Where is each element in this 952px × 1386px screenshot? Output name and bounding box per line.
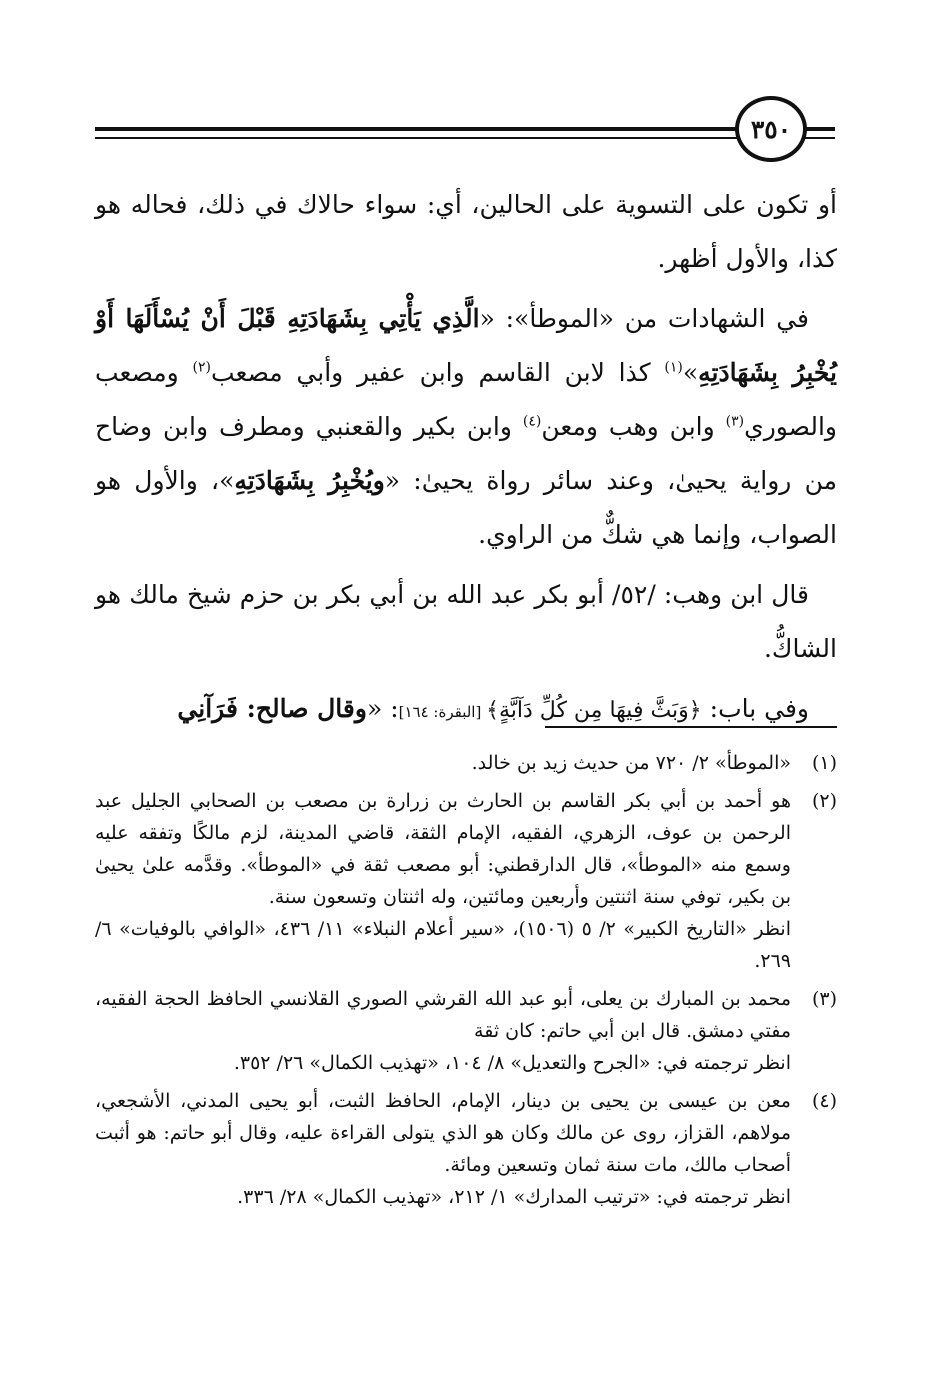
footnote-source: انظر ترجمته في: «الجرح والتعديل» ٨/ ١٠٤، «تهذيب الكمال» ٢٦/ ٣٥٢. bbox=[233, 1052, 791, 1074]
footnotes bbox=[95, 747, 837, 1219]
footnote-body bbox=[95, 747, 791, 779]
footnote-body bbox=[95, 1085, 791, 1213]
text-span: وابن وهب ومعن bbox=[541, 412, 726, 441]
text-span: »، والأول هو الصواب، وإنما هي شكٌّ من الراوي. bbox=[95, 466, 837, 549]
text-span: : « bbox=[366, 694, 399, 723]
paragraph-1: أو تكون على التسوية على الحالين، أي: سواء حالاك في ذلك، فحاله هو كذا، والأول أظهر. bbox=[95, 190, 837, 273]
footnote-text: معن بن عيسى بن يحيى بن دينار، الإمام، الحافظ الثبت، أبو يحيى المدني، الأشجعي، مولاهم، القزاز، روى عن مالك وكان هو الذي يتولى القراءة عليه، وقال أبو حاتم: هو أثبت أصحاب مالك، مات سنة ثمان وتسعين ومائة. bbox=[95, 1090, 791, 1176]
text-span: وفي باب: bbox=[701, 694, 809, 723]
hadith-quote-2: ويُخْبِرُ بِشَهَادَتِهِ bbox=[234, 466, 385, 495]
footnote-4 bbox=[95, 1085, 837, 1213]
footnote-number: (٤) bbox=[811, 1090, 837, 1112]
hadith-quote-3: وقال صالح: فَرَآنِي bbox=[177, 694, 367, 723]
footnote-3 bbox=[95, 983, 837, 1079]
footnote-number: (٣) bbox=[811, 988, 837, 1010]
text-span: ومصعب والصوري bbox=[95, 358, 837, 441]
footnote-text: محمد بن المبارك بن يعلى، أبو عبد الله القرشي الصوري القلانسي الحافظ الحجة الفقيه، مفتي دمشق. قال ابن أبي حاتم: كان ثقة bbox=[95, 988, 791, 1042]
verse-reference: [البقرة: ١٦٤] bbox=[398, 703, 487, 721]
footnote-source: انظر ترجمته في: «ترتيب المدارك» ١/ ٢١٢، «تهذيب الكمال» ٢٨/ ٣٣٦. bbox=[237, 1186, 791, 1208]
footnote-source: انظر «التاريخ الكبير» ٢/ ٥ (١٥٠٦)، «سير أعلام النبلاء» ١١/ ٤٣٦، «الوافي بالوفيات» ٦/ ٢٦٩. bbox=[95, 918, 791, 972]
footnote-number: (٢) bbox=[811, 790, 837, 812]
text-span: وابن بكير والقعنبي ومطرف وابن وضاح من رواية يحيىٰ، وعند سائر رواة يحيىٰ: « bbox=[95, 412, 838, 495]
header-rule bbox=[95, 127, 835, 131]
footnote-body bbox=[95, 983, 791, 1079]
footnote-ref-3[interactable]: (٣) bbox=[725, 413, 745, 430]
quran-verse: ﴿وَبَثَّ فِيهَا مِن كُلِّ دَآبَّةٍ﴾ bbox=[486, 698, 702, 723]
hadith-quote: الَّذِي يَأْتِي بِشَهَادَتِهِ قَبْلَ أَنْ يُسْأَلَهَا أَوْ يُخْبِرُ بِشَهَادَتِهِ bbox=[95, 304, 837, 387]
footnote-separator bbox=[545, 726, 837, 728]
text-span: » bbox=[682, 358, 699, 387]
text-span: في الشهادات من «الموطأ»: « bbox=[479, 304, 809, 333]
footnote-2 bbox=[95, 785, 837, 977]
footnote-1 bbox=[95, 747, 837, 779]
header-rule-thin bbox=[95, 137, 835, 139]
text-span: كذا لابن القاسم وابن عفير وأبي مصعب bbox=[210, 358, 665, 387]
footnote-ref-1[interactable]: (١) bbox=[664, 359, 683, 376]
paragraph-2 bbox=[95, 292, 837, 562]
footnote-text: هو أحمد بن أبي بكر القاسم بن الحارث بن زرارة بن مصعب بن الصحابي الجليل عبد الرحمن بن عوف، الزهري، الفقيه، الإمام الثقة، قاضي المدينة، لزم مالكًا وتفقه عليه وسمع منه «الموطأ»، قال الدارقطني: أبو مصعب ثقة في «الموطأ». وقدَّمه علىٰ يحيىٰ بن بكير، توفي سنة اثنتين وأربعين ومائتين، وله اثنتان وتسعون سنة. bbox=[95, 790, 791, 908]
footnote-ref-2[interactable]: (٢) bbox=[192, 359, 211, 376]
main-text bbox=[95, 178, 837, 745]
footnote-text: «الموطأ» ٢/ ٧٢٠ من حديث زيد بن خالد. bbox=[471, 752, 791, 774]
paragraph-4 bbox=[95, 682, 837, 739]
footnote-body bbox=[95, 785, 791, 977]
page-number: ٣٥٠ bbox=[735, 96, 807, 162]
paragraph-3: قال ابن وهب: /٥٢/ أبو بكر عبد الله بن أبي بكر بن حزم شيخ مالك هو الشاكُّ. bbox=[95, 580, 837, 663]
footnote-number: (١) bbox=[811, 752, 837, 774]
footnote-ref-4[interactable]: (٤) bbox=[522, 413, 542, 430]
